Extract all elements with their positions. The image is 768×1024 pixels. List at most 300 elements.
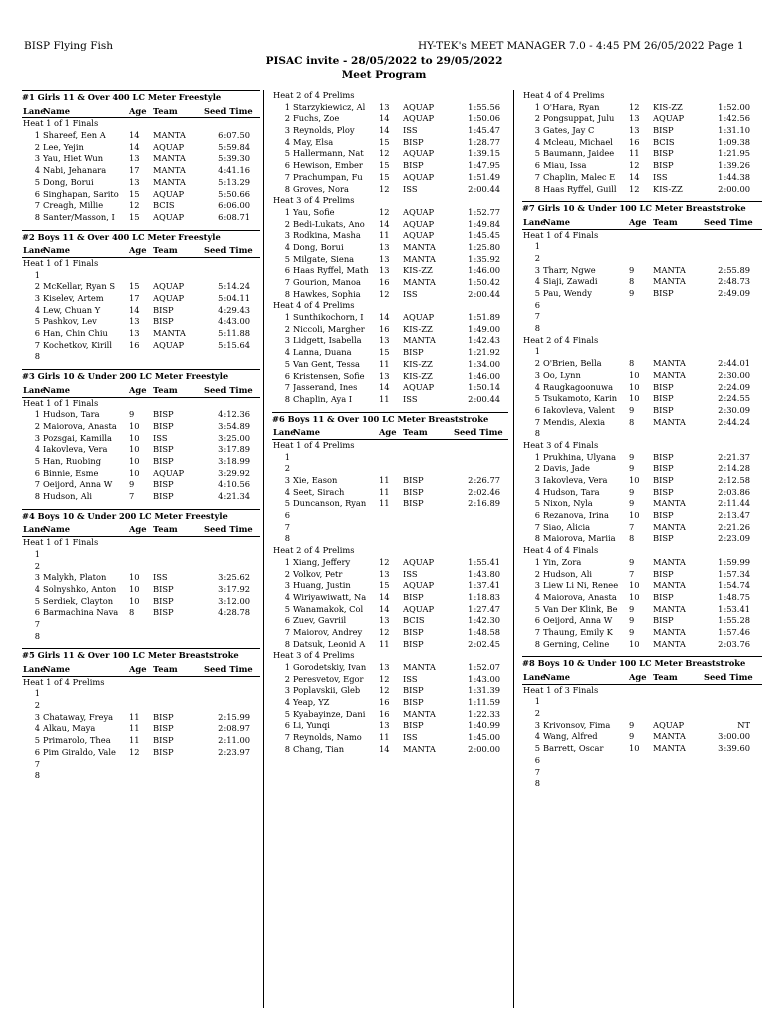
- name-header: Name: [43, 664, 71, 675]
- swimmer-age: [373, 533, 403, 545]
- entry-row: [272, 580, 508, 592]
- seed-time: [448, 522, 500, 534]
- swimmer-name: Prukhina, Ulyana: [543, 451, 617, 462]
- seed-time: 5:04.11: [218, 293, 250, 304]
- entry-row: [522, 323, 762, 335]
- team-code: BISP: [403, 697, 424, 708]
- swimmer-age: 11: [379, 486, 390, 497]
- team-code: AQUAP: [403, 556, 435, 567]
- swimmer-age: [373, 522, 403, 534]
- swimmer-name: [293, 510, 373, 522]
- team-code: MANTA: [403, 241, 436, 252]
- swimmer-name: O'Hara, Ryan: [543, 101, 600, 112]
- entry-row: [22, 688, 260, 700]
- swimmer-name: O'Brien, Bella: [543, 358, 602, 369]
- swimmer-age: 12: [379, 288, 390, 299]
- lane-number: 1: [284, 312, 290, 323]
- team-code: BISP: [403, 591, 424, 602]
- meet-name: PISAC invite - 28/05/2022 to 29/05/2022: [265, 55, 503, 67]
- lane-number: 5: [284, 708, 290, 719]
- swimmer-age: 13: [379, 265, 390, 276]
- swimmer-age: 9: [629, 615, 635, 626]
- lane-number: 5: [34, 735, 40, 746]
- swimmer-name: Gerning, Celine: [543, 638, 610, 649]
- seed-time: 2:00.00: [718, 183, 750, 194]
- entry-row: [522, 720, 762, 732]
- seed-time-header: Seed Time: [454, 427, 503, 438]
- team-code: AQUAP: [403, 230, 435, 241]
- entry-row: [22, 165, 260, 177]
- seed-time: [448, 463, 500, 475]
- entry-row: [22, 142, 260, 154]
- seed-time: 3:25.62: [218, 572, 250, 583]
- lane-header: Lane: [23, 105, 46, 116]
- entry-row: [22, 433, 260, 445]
- lane-number: 7: [284, 171, 290, 182]
- lane-number: 7: [284, 626, 290, 637]
- lane-number: 3: [534, 475, 540, 486]
- lane-number: 2: [284, 673, 290, 684]
- swimmer-name: Huang, Justin: [293, 580, 351, 591]
- team-code: BISP: [403, 638, 424, 649]
- team-code: [403, 452, 448, 464]
- lane-number: 6: [534, 754, 540, 765]
- swimmer-name: Yau, Hiet Wun: [43, 153, 104, 164]
- entry-row: [522, 778, 762, 790]
- swimmer-age: [623, 253, 653, 265]
- entry-row: [22, 177, 260, 189]
- seed-time: 2:14.28: [718, 463, 750, 474]
- swimmer-age: [123, 351, 153, 363]
- swimmer-age: [123, 270, 153, 282]
- entry-row: [522, 346, 762, 358]
- swimmer-name: Yeap, YZ: [293, 697, 330, 708]
- swimmer-age: 15: [379, 136, 390, 147]
- swimmer-age: 13: [379, 241, 390, 252]
- event-block: [522, 90, 762, 195]
- swimmer-name: Milgate, Siena: [293, 253, 355, 264]
- swimmer-name: [43, 631, 123, 643]
- swimmer-name: Maiorov, Andrey: [293, 626, 363, 637]
- lane-number: 3: [34, 293, 40, 304]
- swimmer-name: Lanna, Duana: [293, 347, 352, 358]
- entry-row: [22, 596, 260, 608]
- entry-row: [522, 382, 762, 394]
- heat-label: Heat 2 of 4 Finals: [523, 334, 599, 345]
- swimmer-age: 13: [379, 101, 390, 112]
- seed-time: 4:28.78: [218, 607, 250, 618]
- swimmer-age: 14: [379, 603, 390, 614]
- seed-time: 2:13.47: [718, 510, 750, 521]
- entry-row: [522, 276, 762, 288]
- entry-row: [522, 288, 762, 300]
- team-code: MANTA: [653, 498, 686, 509]
- team-code: [153, 351, 198, 363]
- heat-label: Heat 4 of 4 Finals: [523, 545, 599, 556]
- swimmer-age: 13: [129, 316, 140, 327]
- age-header: Age: [129, 105, 147, 116]
- team-code: MANTA: [653, 416, 686, 427]
- lane-number: 6: [284, 615, 290, 626]
- swimmer-age: [623, 241, 653, 253]
- seed-time: 1:46.00: [468, 265, 500, 276]
- seed-time: [198, 631, 250, 643]
- event-block: [522, 201, 762, 650]
- swimmer-name: Hawkes, Sophia: [293, 288, 361, 299]
- swimmer-name: [543, 696, 623, 708]
- entry-row: [522, 452, 762, 464]
- entry-row: [22, 444, 260, 456]
- swimmer-name: Krivonsov, Fima: [543, 719, 611, 730]
- event-block: [22, 509, 260, 643]
- entry-row: [522, 184, 762, 196]
- swimmer-name: Creagh, Millie: [43, 200, 104, 211]
- name-header: Name: [43, 524, 71, 535]
- team-code: AQUAP: [153, 211, 185, 222]
- swimmer-age: 12: [379, 148, 390, 159]
- entry-row: [272, 639, 508, 651]
- swimmer-age: 11: [129, 723, 140, 734]
- swimmer-name: [543, 253, 623, 265]
- team-code: AQUAP: [153, 141, 185, 152]
- swimmer-name: Kristensen, Sofie: [293, 370, 365, 381]
- team-code: [653, 300, 698, 312]
- lane-number: 2: [34, 281, 40, 292]
- seed-time: 1:45.00: [468, 732, 500, 743]
- swimmer-age: 9: [629, 556, 635, 567]
- entry-row: [22, 421, 260, 433]
- lane-number: 1: [284, 451, 290, 462]
- swimmer-age: [123, 619, 153, 631]
- lane-number: 4: [284, 136, 290, 147]
- team-header: Team: [403, 427, 428, 438]
- swimmer-name: Bedi-Lukats, Ano: [293, 218, 365, 229]
- team-code: BISP: [403, 720, 424, 731]
- team-code: [153, 619, 198, 631]
- swimmer-age: 11: [379, 230, 390, 241]
- swimmer-age: 16: [379, 277, 390, 287]
- lane-number: 1: [534, 696, 540, 707]
- swimmer-age: 14: [129, 304, 140, 315]
- lane-number: 6: [534, 510, 540, 521]
- swimmer-name: Van Gent, Tessa: [293, 358, 360, 369]
- lane-number: 4: [534, 276, 540, 287]
- lane-number: 5: [284, 358, 290, 369]
- team-code: BISP: [653, 288, 674, 299]
- age-header: Age: [629, 672, 647, 683]
- lane-number: 8: [534, 428, 540, 439]
- entry-row: [22, 281, 260, 293]
- team-code: MANTA: [653, 626, 686, 637]
- lane-number: 4: [284, 486, 290, 497]
- seed-time: NT: [737, 719, 750, 730]
- entry-row: [522, 113, 762, 125]
- swimmer-age: 13: [629, 125, 640, 136]
- team-code: [653, 323, 698, 335]
- swimmer-age: 10: [129, 572, 140, 583]
- program-column-2: [272, 90, 508, 756]
- swimmer-age: [623, 428, 653, 440]
- entry-row: [522, 522, 762, 534]
- swimmer-name: [43, 270, 123, 282]
- column-header-row: [22, 664, 260, 677]
- lane-number: 6: [284, 160, 290, 171]
- seed-time: 3:17.89: [218, 444, 250, 455]
- seed-time: 4:10.56: [218, 479, 250, 490]
- lane-number: 7: [34, 479, 40, 490]
- program-column-3: [522, 90, 762, 790]
- swimmer-age: 7: [629, 521, 635, 532]
- entry-row: [22, 479, 260, 491]
- swimmer-age: [123, 561, 153, 573]
- seed-time: 1:35.92: [468, 253, 500, 264]
- team-header: Team: [153, 105, 178, 116]
- swimmer-name: Lew, Chuan Y: [43, 304, 101, 315]
- swimmer-age: 12: [629, 160, 640, 171]
- swimmer-age: 13: [379, 335, 390, 346]
- seed-time-header: Seed Time: [704, 216, 753, 227]
- lane-number: 3: [284, 335, 290, 346]
- lane-number: 2: [534, 113, 540, 124]
- seed-time: 1:48.75: [718, 591, 750, 602]
- entry-row: [272, 463, 508, 475]
- swimmer-name: [543, 346, 623, 358]
- team-code: MANTA: [653, 358, 686, 369]
- column-header-row: [522, 217, 762, 230]
- entry-row: [22, 409, 260, 421]
- column-divider: [513, 90, 514, 1008]
- column-header-row: [22, 385, 260, 398]
- team-code: [653, 767, 698, 779]
- team-code: [153, 688, 198, 700]
- team-header: Team: [153, 664, 178, 675]
- seed-time: 5:14.24: [218, 281, 250, 292]
- seed-time: 3:29.92: [218, 467, 250, 478]
- team-code: BISP: [153, 479, 174, 490]
- team-code: [403, 522, 448, 534]
- team-code: BISP: [653, 160, 674, 171]
- seed-time: 2:24.55: [718, 393, 750, 404]
- lane-number: 6: [284, 370, 290, 381]
- team-code: [153, 549, 198, 561]
- team-code: [653, 696, 698, 708]
- swimmer-age: 9: [629, 626, 635, 637]
- seed-time: 4:29.43: [218, 304, 250, 315]
- swimmer-name: Miau, Issa: [543, 160, 587, 171]
- swimmer-name: Hudson, Ali: [43, 491, 93, 502]
- swimmer-age: 10: [129, 595, 140, 606]
- swimmer-age: 13: [379, 615, 390, 626]
- swimmer-name: Yau, Sofie: [293, 206, 335, 217]
- lane-number: 6: [284, 510, 290, 521]
- swimmer-name: Han, Chin Chiu: [43, 328, 108, 339]
- swimmer-age: [373, 510, 403, 522]
- swimmer-name: Kochetkov, Kirill: [43, 339, 112, 350]
- heat-label: Heat 2 of 4 Prelims: [273, 545, 355, 556]
- seed-time: [698, 323, 750, 335]
- seed-time: [698, 241, 750, 253]
- swimmer-name: Pongsuppat, Julu: [543, 113, 615, 124]
- swimmer-name: Xiang, Jeffery: [293, 556, 351, 567]
- lane-number: 6: [34, 746, 40, 757]
- lane-number: 3: [534, 125, 540, 136]
- team-code: AQUAP: [153, 339, 185, 350]
- lane-number: 6: [534, 404, 540, 415]
- lane-number: 4: [534, 486, 540, 497]
- swimmer-name: [543, 311, 623, 323]
- entry-row: [522, 405, 762, 417]
- event-block: [22, 90, 260, 224]
- entry-row: [22, 212, 260, 224]
- lane-number: 5: [34, 455, 40, 466]
- entry-row: [22, 468, 260, 480]
- seed-time: 3:18.99: [218, 455, 250, 466]
- lane-number: 3: [34, 572, 40, 583]
- team-code: BISP: [653, 393, 674, 404]
- swimmer-age: 14: [379, 591, 390, 602]
- team-code: KIS-ZZ: [653, 183, 683, 194]
- team-code: BISP: [653, 615, 674, 626]
- seed-time: 1:49.00: [468, 323, 500, 334]
- team-code: MANTA: [153, 130, 186, 141]
- team-code: BISP: [403, 685, 424, 696]
- seed-time: 2:21.37: [718, 451, 750, 462]
- lane-number: 4: [534, 136, 540, 147]
- swimmer-name: Chang, Tian: [293, 743, 345, 754]
- swimmer-age: 9: [629, 731, 635, 742]
- swimmer-name: [43, 351, 123, 363]
- entry-row: [272, 335, 508, 347]
- team-code: BISP: [653, 381, 674, 392]
- team-header: Team: [153, 384, 178, 395]
- swimmer-age: 10: [629, 743, 640, 754]
- lane-number: 2: [534, 463, 540, 474]
- seed-time: 1:50.06: [468, 113, 500, 124]
- seed-time: [698, 755, 750, 767]
- entry-row: [272, 102, 508, 114]
- entry-row: [522, 580, 762, 592]
- swimmer-name: Rodkina, Masha: [293, 230, 361, 241]
- swimmer-age: 16: [629, 136, 640, 147]
- entry-row: [522, 300, 762, 312]
- entry-row: [22, 305, 260, 317]
- seed-time: 1:43.80: [468, 568, 500, 579]
- swimmer-age: 16: [379, 323, 390, 334]
- entry-row: [272, 382, 508, 394]
- swimmer-name: [543, 300, 623, 312]
- swimmer-name: Maiorova, Mariia: [543, 533, 616, 544]
- team-code: ISS: [153, 432, 168, 443]
- swimmer-name: [43, 688, 123, 700]
- seed-time: [198, 688, 250, 700]
- entry-row: [272, 289, 508, 301]
- swimmer-age: 10: [629, 475, 640, 486]
- swimmer-name: [543, 755, 623, 767]
- lane-number: 5: [534, 288, 540, 299]
- entry-row: [522, 265, 762, 277]
- swimmer-name: [543, 323, 623, 335]
- entry-row: [22, 747, 260, 759]
- lane-number: 2: [284, 323, 290, 334]
- entry-row: [272, 475, 508, 487]
- entry-row: [272, 662, 508, 674]
- swimmer-age: [123, 700, 153, 712]
- entry-row: [272, 347, 508, 359]
- event-block: [522, 656, 762, 790]
- entry-row: [522, 743, 762, 755]
- event-title: #7 Girls 10 & Under 100 LC Meter Breaststroke: [522, 201, 762, 217]
- entry-row: [272, 359, 508, 371]
- seed-time: 3:12.00: [218, 595, 250, 606]
- swimmer-age: 16: [379, 697, 390, 708]
- entry-row: [522, 615, 762, 627]
- swimmer-name: Lidgett, Isabella: [293, 335, 362, 346]
- entry-row: [522, 569, 762, 581]
- team-code: AQUAP: [153, 293, 185, 304]
- lane-header: Lane: [23, 245, 46, 256]
- swimmer-age: [123, 759, 153, 771]
- entry-row: [22, 561, 260, 573]
- lane-number: 2: [284, 463, 290, 474]
- lane-number: 8: [534, 323, 540, 334]
- event-block: [272, 90, 508, 406]
- seed-time: 2:11.44: [718, 498, 750, 509]
- swimmer-age: 9: [629, 288, 635, 299]
- team-code: BISP: [403, 136, 424, 147]
- seed-time: 2:02.45: [468, 638, 500, 649]
- heat-label: Heat 1 of 1 Finals: [23, 537, 99, 548]
- lane-number: 7: [534, 416, 540, 427]
- team-code: BISP: [153, 444, 174, 455]
- seed-time: 1:31.10: [718, 125, 750, 136]
- swimmer-age: 10: [629, 381, 640, 392]
- swimmer-age: 10: [629, 638, 640, 649]
- swimmer-age: 9: [629, 451, 635, 462]
- team-code: AQUAP: [403, 206, 435, 217]
- entry-row: [22, 293, 260, 305]
- entry-row: [22, 316, 260, 328]
- seed-time: [698, 311, 750, 323]
- seed-time: 1:28.77: [468, 136, 500, 147]
- lane-number: 4: [34, 583, 40, 594]
- heat-label: Heat 1 of 4 Prelims: [273, 439, 355, 450]
- lane-number: 8: [34, 630, 40, 641]
- seed-time: [198, 270, 250, 282]
- swimmer-name: [543, 767, 623, 779]
- team-code: [403, 463, 448, 475]
- team-header: Team: [153, 245, 178, 256]
- event-block: [22, 230, 260, 364]
- seed-time: 5:13.29: [218, 176, 250, 187]
- swimmer-age: 13: [129, 176, 140, 187]
- swimmer-age: 10: [629, 393, 640, 404]
- entry-row: [272, 230, 508, 242]
- entry-row: [272, 394, 508, 406]
- swimmer-name: Wang, Alfred: [543, 731, 598, 742]
- column-header-row: [272, 427, 508, 440]
- lane-number: 7: [534, 521, 540, 532]
- team-code: BISP: [153, 595, 174, 606]
- team-code: [403, 533, 448, 545]
- lane-number: 7: [34, 618, 40, 629]
- swimmer-name: Chaplin, Malec E: [543, 171, 616, 182]
- entry-row: [272, 452, 508, 464]
- team-code: ISS: [403, 183, 418, 194]
- swimmer-age: 10: [129, 583, 140, 594]
- entry-row: [22, 759, 260, 771]
- swimmer-name: Malykh, Platon: [43, 572, 107, 583]
- swimmer-age: 17: [129, 293, 140, 304]
